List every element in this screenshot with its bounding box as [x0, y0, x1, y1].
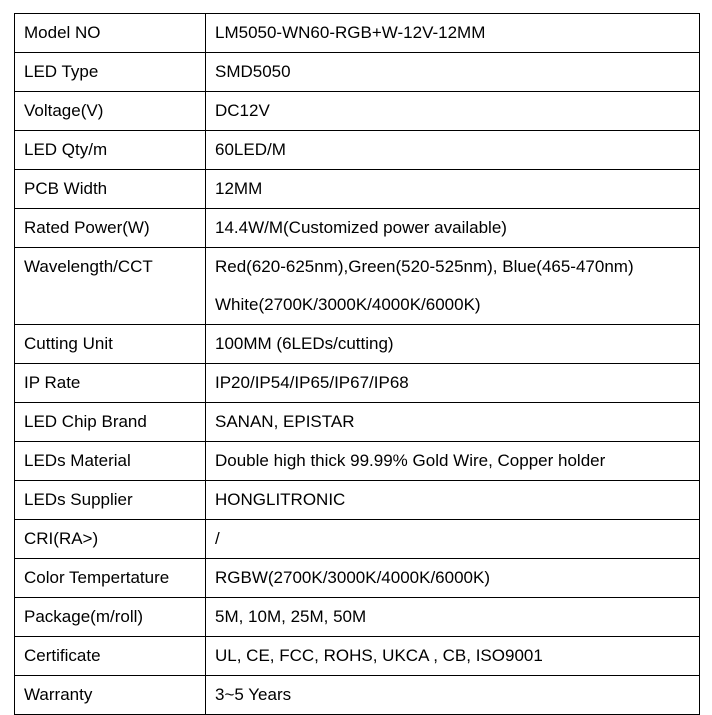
spec-value-package: [206, 598, 700, 637]
spec-label-led-type: LED Type: [15, 53, 206, 92]
spec-value-pcb-width: [206, 170, 700, 209]
spec-label-certificate: Certificate: [15, 637, 206, 676]
spec-value-leds-material: [206, 442, 700, 481]
spec-value-wavelength-cct: [206, 248, 700, 325]
spec-value-leds-supplier: [206, 481, 700, 520]
spec-label-ip-rate: IP Rate: [15, 364, 206, 403]
spec-value-line: White(2700K/3000K/4000K/6000K): [215, 295, 481, 314]
spec-label-leds-material: LEDs Material: [15, 442, 206, 481]
table-row: [15, 637, 700, 676]
spec-label-rated-power: Rated Power(W): [15, 209, 206, 248]
spec-label-led-chip-brand: LED Chip Brand: [15, 403, 206, 442]
spec-value-led-chip-brand: [206, 403, 700, 442]
spec-value-line: IP20/IP54/IP65/IP67/IP68: [215, 373, 409, 392]
table-row: [15, 92, 700, 131]
table-row: [15, 442, 700, 481]
spec-value-rated-power: [206, 209, 700, 248]
table-row: [15, 14, 700, 53]
spec-value-cutting-unit: [206, 325, 700, 364]
table-row: [15, 170, 700, 209]
spec-value-line: /: [215, 529, 220, 548]
spec-label-package: Package(m/roll): [15, 598, 206, 637]
table-row: [15, 520, 700, 559]
spec-value-voltage: [206, 92, 700, 131]
spec-value-line: 14.4W/M(Customized power available): [215, 218, 507, 237]
table-row: [15, 248, 700, 325]
spec-value-cri: [206, 520, 700, 559]
spec-value-model-no: [206, 14, 700, 53]
spec-value-line: 12MM: [215, 179, 263, 198]
spec-value-line: 3~5 Years: [215, 685, 292, 704]
spec-value-line: SMD5050: [215, 62, 291, 81]
spec-label-model-no: Model NO: [15, 14, 206, 53]
spec-label-warranty: Warranty: [15, 676, 206, 715]
spec-value-color-temperature: [206, 559, 700, 598]
table-row: [15, 676, 700, 715]
spec-value-line: UL, CE, FCC, ROHS, UKCA , CB, ISO9001: [215, 646, 543, 665]
spec-value-certificate: [206, 637, 700, 676]
table-row: [15, 325, 700, 364]
table-row: [15, 53, 700, 92]
spec-label-voltage: Voltage(V): [15, 92, 206, 131]
table-row: [15, 559, 700, 598]
spec-value-led-qty: [206, 131, 700, 170]
spec-value-line: 60LED/M: [215, 140, 286, 159]
table-row: [15, 131, 700, 170]
spec-value-ip-rate: [206, 364, 700, 403]
spec-value-line: 5M, 10M, 25M, 50M: [215, 607, 367, 626]
table-row: [15, 598, 700, 637]
spec-value-line: DC12V: [215, 101, 270, 120]
spec-value-line: SANAN, EPISTAR: [215, 412, 355, 431]
spec-value-line: Double high thick 99.99% Gold Wire, Copper holder: [215, 451, 606, 470]
spec-value-line: RGBW(2700K/3000K/4000K/6000K): [215, 568, 491, 587]
spec-label-cutting-unit: Cutting Unit: [15, 325, 206, 364]
spec-value-line: LM5050-WN60-RGB+W-12V-12MM: [215, 23, 486, 42]
spec-value-line: 100MM (6LEDs/cutting): [215, 334, 394, 353]
table-row: [15, 403, 700, 442]
spec-label-led-qty: LED Qty/m: [15, 131, 206, 170]
table-row: [15, 481, 700, 520]
table-row: [15, 209, 700, 248]
table-row: [15, 364, 700, 403]
spec-table-body: [15, 14, 700, 715]
spec-table: [14, 13, 700, 715]
spec-value-line: HONGLITRONIC: [215, 490, 346, 509]
spec-label-wavelength-cct: Wavelength/CCT: [15, 248, 206, 325]
spec-value-warranty: [206, 676, 700, 715]
spec-label-cri: CRI(RA>): [15, 520, 206, 559]
spec-label-color-temperature: Color Tempertature: [15, 559, 206, 598]
spec-value-led-type: [206, 53, 700, 92]
spec-label-leds-supplier: LEDs Supplier: [15, 481, 206, 520]
spec-label-pcb-width: PCB Width: [15, 170, 206, 209]
spec-value-line: Red(620-625nm),Green(520-525nm), Blue(465-470nm): [215, 257, 634, 276]
